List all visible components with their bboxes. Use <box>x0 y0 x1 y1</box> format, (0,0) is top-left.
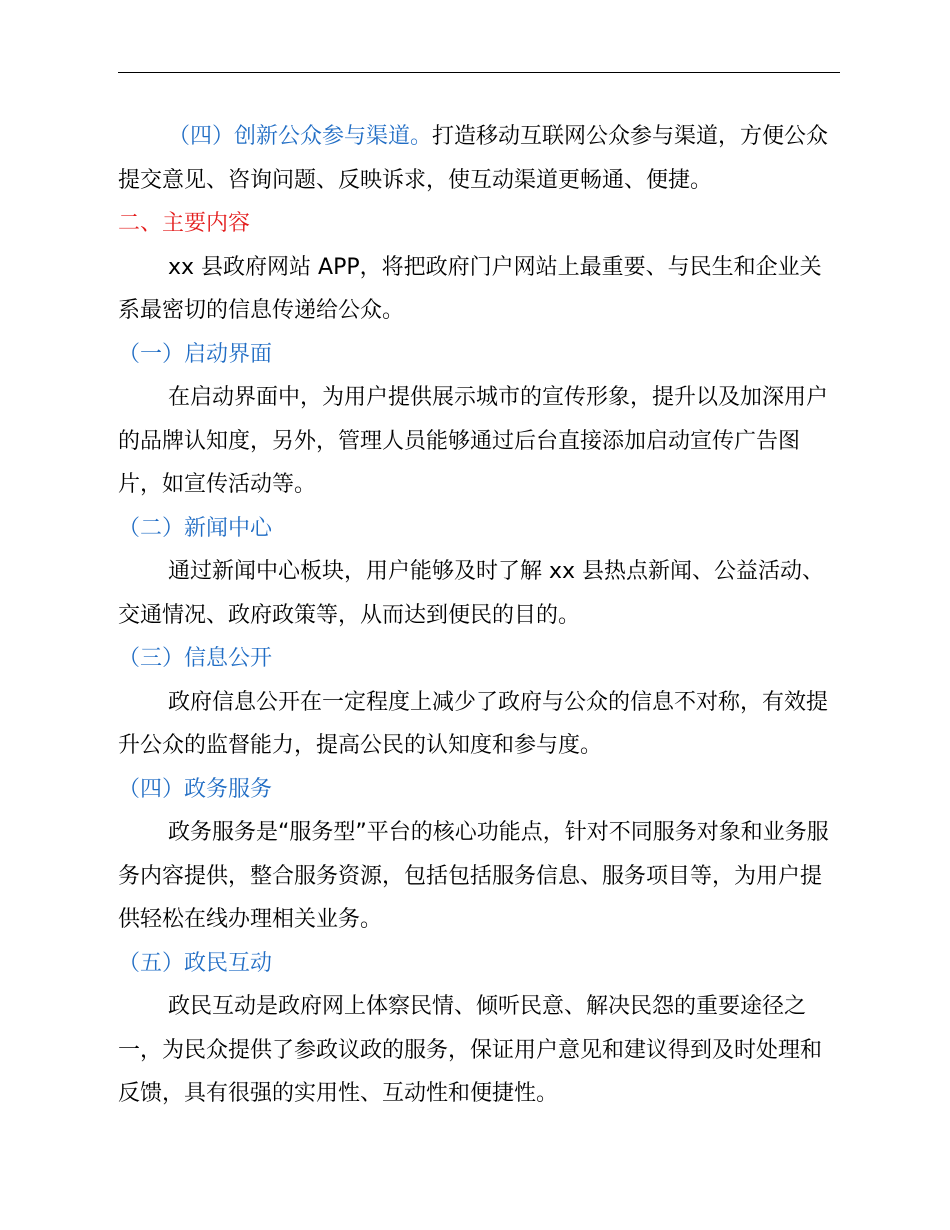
subsection-body-3: 政府信息公开在一定程度上减少了政府与公众的信息不对称，有效提升公众的监督能力，提高公民的认知度和参与度。 <box>118 689 829 758</box>
document-body <box>118 115 840 1116</box>
subsection-body-1: 在启动界面中，为用户提供展示城市的宣传形象，提升以及加深用户的品牌认知度，另外，管理人员能够通过后台直接添加启动宣传广告图片，如宣传活动等。 <box>118 385 829 497</box>
subsection-heading-5: （五）政民互动 <box>118 950 273 976</box>
subsection-heading-4: （四）政务服务 <box>118 776 273 802</box>
header-rule <box>118 72 840 73</box>
subsection-body-2: 通过新闻中心板块，用户能够及时了解 xx 县热点新闻、公益活动、交通情况、政府政策等，从而达到便民的目的。 <box>118 559 825 628</box>
intro-lead: （四）创新公众参与渠道。 <box>168 124 433 149</box>
section-heading: 二、主要内容 <box>118 211 251 236</box>
subsection-heading-2: （二）新闻中心 <box>118 515 273 541</box>
intro-paragraph <box>118 115 840 202</box>
subsection-body-5: 政民互动是政府网上体察民情、倾听民意、解决民怨的重要途径之一，为民众提供了参政议政的服务，保证用户意见和建议得到及时处理和反馈，具有很强的实用性、互动性和便捷性。 <box>118 994 823 1106</box>
section-intro: xx 县政府网站 APP，将把政府门户网站上最重要、与民生和企业关系最密切的信息传递给公众。 <box>118 254 822 323</box>
subsection-heading-3: （三）信息公开 <box>118 646 273 671</box>
subsection-body-4: 政务服务是“服务型”平台的核心功能点，针对不同服务对象和业务服务内容提供，整合服务资源，包括包括服务信息、服务项目等，为用户提供轻松在线办理相关业务。 <box>118 820 829 932</box>
subsection-heading-1: （一）启动界面 <box>118 341 273 367</box>
intro-text: 打造移动互联网公众参与渠道，方便公众提交意见、咨询问题、反映诉求，使互动渠道更畅通、便捷。 <box>118 124 829 193</box>
